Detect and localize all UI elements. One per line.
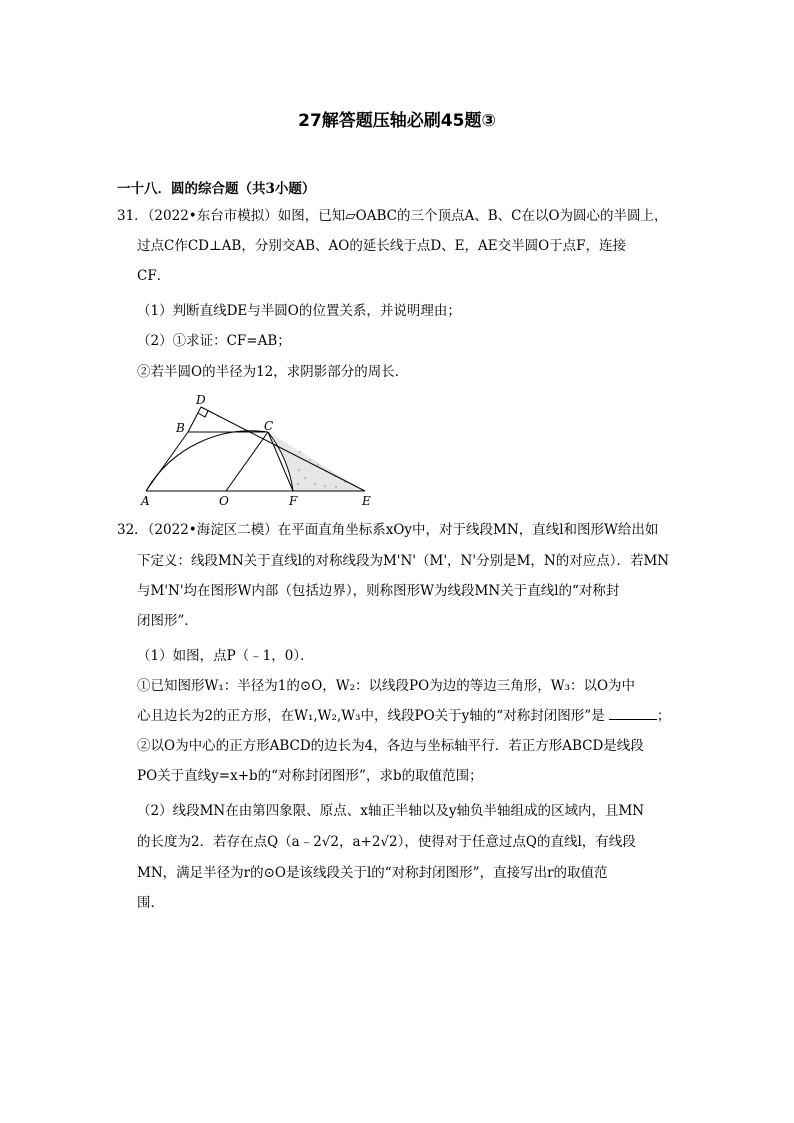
- q31-line-2: 过点C作CD⊥AB，分别交AB、AO的延长线于点D、E，AE交半圆O于点F，连接: [137, 238, 627, 254]
- semicircle-arc: [146, 431, 268, 491]
- q31-part-2: （2）①求证：CF=AB；: [137, 333, 291, 349]
- label-A: A: [141, 494, 150, 508]
- q32-part-2-cont2: MN，满足半径为r的⊙O是该线段关于l的“对称封闭图形”，直接写出r的取值范: [137, 865, 608, 881]
- q31-part-2b: ②若半圆O的半径为12，求阴影部分的周长．: [137, 364, 409, 380]
- q32-line-2: 下定义：线段MN关于直线l的对称线段为M'N'（M'，N'分别是M，N的对应点）．若MN: [137, 553, 670, 569]
- q31-part-1: （1）判断直线DE与半圆O的位置关系，并说明理由；: [137, 303, 461, 319]
- q31-line-1: 31．（2022•东台市模拟）如图，已知▱OABC的三个顶点A、B、C在以O为圆心的半圆上，: [117, 208, 668, 224]
- label-E: E: [362, 494, 371, 508]
- q32-part-1a-cont: [137, 706, 670, 726]
- line-AB: [146, 432, 188, 491]
- q32-line-4: 闭图形”．: [137, 613, 198, 629]
- q32-line-1: 32．（2022•海淀区二模）在平面直角坐标系xOy中，对于线段MN，直线l和图形W给出如: [117, 522, 659, 538]
- page-title: 27解答题压轴必刷45题③: [298, 111, 496, 131]
- right-angle-mark: [198, 411, 208, 417]
- label-F: F: [289, 494, 298, 508]
- label-O: O: [219, 494, 229, 508]
- answer-blank: [609, 707, 657, 720]
- q32-part-2-cont3: 围．: [137, 895, 164, 911]
- q32-part-1a-text: 心且边长为2的正方形，在W₁,W₂,W₃中，线段PO关于y轴的“对称封闭图形”是: [137, 708, 605, 724]
- section-heading: 一十八．圆的综合题（共3小题）: [117, 181, 316, 197]
- line-BD: [188, 407, 201, 432]
- q32-part-1: （1）如图，点P（﹣1，0）．: [137, 648, 314, 664]
- q32-part-2: （2）线段MN在由第四象限、原点、x轴正半轴以及y轴负半轴组成的区域内，且MN: [137, 803, 645, 819]
- q32-line-3: 与M'N'均在图形W内部（包括边界），则称图形W为线段MN关于直线l的“对称封: [137, 583, 620, 599]
- line-CO: [226, 432, 268, 491]
- label-D: D: [196, 393, 206, 407]
- label-C: C: [264, 419, 274, 433]
- label-B: B: [176, 421, 185, 435]
- q31-line-3: CF．: [137, 268, 171, 284]
- q32-part-2-cont1: 的长度为2．若存在点Q（a﹣2√2，a+2√2），使得对于任意过点Q的直线l，有线段: [137, 834, 636, 850]
- q32-part-1a: ①已知图形W₁：半径为1的⊙O，W₂：以线段PO为边的等边三角形，W₃：以O为中: [137, 678, 636, 694]
- q32-part-1b-cont: PO关于直线y=x+b的“对称封闭图形”，求b的取值范围；: [137, 768, 483, 784]
- q32-part-1a-end: ；: [656, 708, 671, 724]
- shaded-region: [268, 432, 365, 491]
- line-DE: [201, 407, 365, 491]
- q32-part-1b: ②以O为中心的正方形ABCD的边长为4，各边与坐标轴平行．若正方形ABCD是线段: [137, 738, 644, 754]
